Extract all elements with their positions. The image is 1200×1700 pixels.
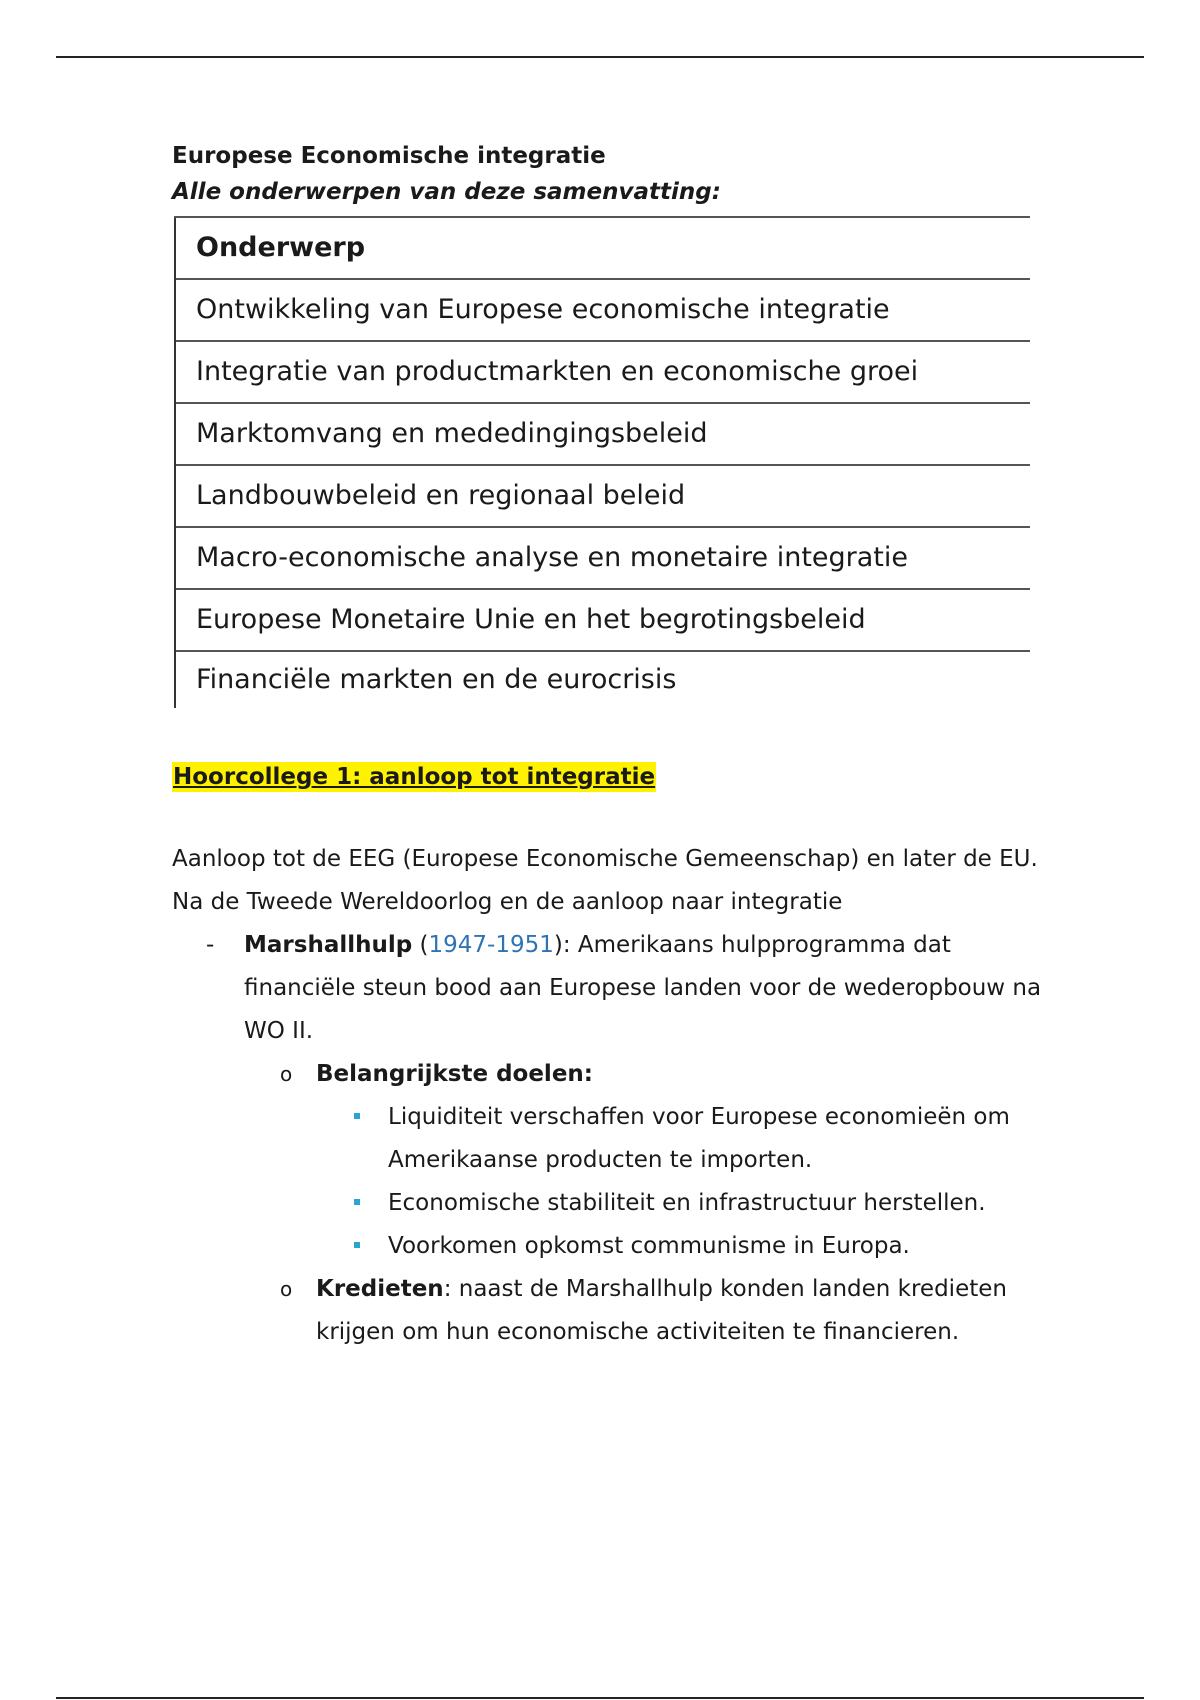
intro-paragraph: Aanloop tot de EEG (Europese Economische Gemeenschap) en later de EU. xyxy=(172,846,1038,872)
table-row xyxy=(175,651,1030,708)
footer-rule xyxy=(56,1697,1144,1699)
marshall-years: 1947-1951 xyxy=(428,932,554,958)
marshall-open-paren: ( xyxy=(412,932,429,958)
marshall-term: Marshallhulp xyxy=(244,932,413,958)
goal-item xyxy=(388,1225,1052,1268)
list-item-marshallhulp xyxy=(206,924,1052,1354)
marshall-list xyxy=(172,924,1052,1354)
credits-text: : naast de Marshallhulp konden landen kredieten krijgen om hun economische activiteiten te financieren. xyxy=(316,1276,1007,1345)
table-cell: Marktomvang en mededingingsbeleid xyxy=(175,403,1030,465)
goal-item xyxy=(388,1096,1052,1182)
table-cell: Ontwikkeling van Europese economische integratie xyxy=(175,279,1030,341)
table-cell: Europese Monetaire Unie en het begrotingsbeleid xyxy=(175,589,1030,651)
table-cell: Landbouwbeleid en regionaal beleid xyxy=(175,465,1030,527)
goal-text: Voorkomen opkomst communisme in Europa. xyxy=(388,1233,910,1259)
goal-text: Economische stabiliteit en infrastructuur herstellen. xyxy=(388,1190,986,1216)
circle-bullet: o xyxy=(280,1277,293,1301)
marshall-sublist xyxy=(244,1053,1052,1354)
topics-table xyxy=(174,216,1030,708)
list-item-kredieten xyxy=(280,1268,1052,1354)
goals-label: Belangrijkste doelen: xyxy=(316,1061,593,1087)
document-title: Europese Economische integratie xyxy=(172,143,606,169)
marshall-description: ): Amerikaans hulpprogramma dat financiële steun bood aan Europese landen voor de wederopbouw na WO II. xyxy=(244,932,1042,1044)
goals-list xyxy=(316,1096,1052,1268)
table-cell: Integratie van productmarkten en economische groei xyxy=(175,341,1030,403)
lecture-heading: Hoorcollege 1: aanloop tot integratie xyxy=(173,764,656,790)
table-row xyxy=(175,589,1030,651)
goal-item xyxy=(388,1182,1052,1225)
square-bullet-icon xyxy=(354,1242,360,1248)
header-rule xyxy=(56,56,1144,58)
document-body xyxy=(172,138,1052,1354)
square-bullet-icon xyxy=(354,1113,360,1119)
document-subtitle: Alle onderwerpen van deze samenvatting: xyxy=(172,179,721,205)
table-cell: Financiële markten en de eurocrisis xyxy=(175,651,1030,708)
table-row xyxy=(175,279,1030,341)
table-row xyxy=(175,341,1030,403)
table-header-cell: Onderwerp xyxy=(175,217,1030,279)
intro-subline: Na de Tweede Wereldoorlog en de aanloop naar integratie xyxy=(172,889,843,915)
dash-bullet: - xyxy=(206,932,215,958)
table-header-row xyxy=(175,217,1030,279)
list-item-goals xyxy=(280,1053,1052,1268)
table-cell: Macro-economische analyse en monetaire integratie xyxy=(175,527,1030,589)
goal-text: Liquiditeit verschaffen voor Europese economieën om Amerikaanse producten te importen. xyxy=(388,1104,1010,1173)
circle-bullet: o xyxy=(280,1062,293,1086)
credits-term: Kredieten xyxy=(316,1276,444,1302)
table-row xyxy=(175,465,1030,527)
table-row xyxy=(175,527,1030,589)
table-row xyxy=(175,403,1030,465)
square-bullet-icon xyxy=(354,1199,360,1205)
